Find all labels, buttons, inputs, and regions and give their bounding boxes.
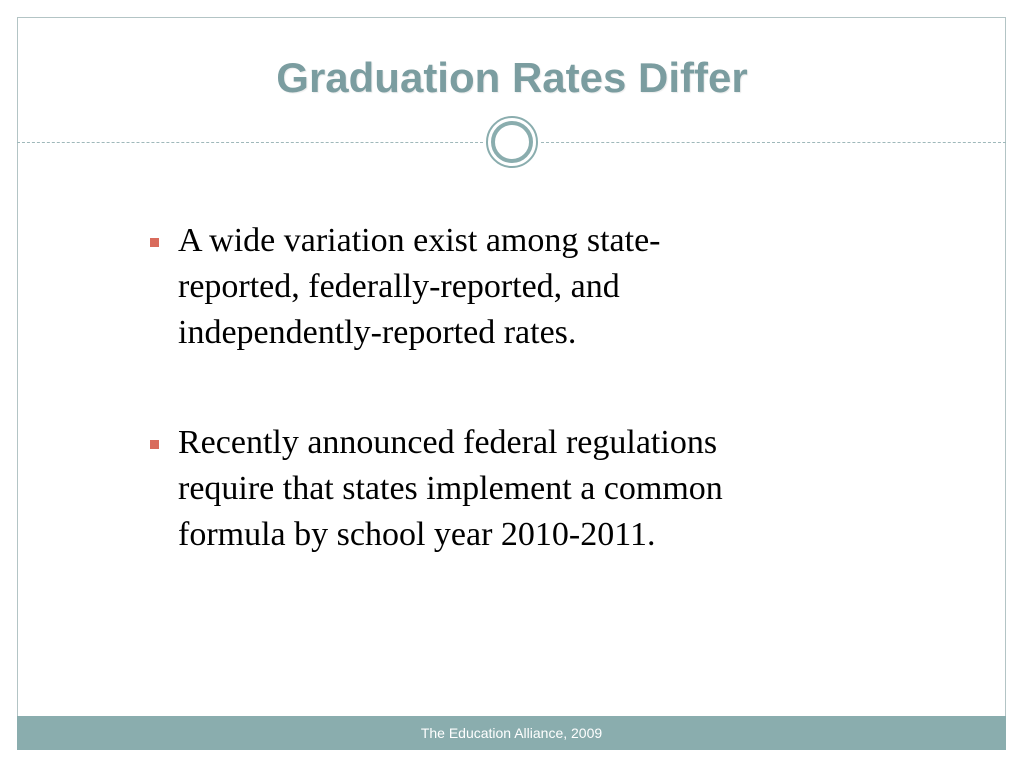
bullet-item (148, 218, 888, 356)
bullet-line: Recently announced federal regulations (178, 424, 718, 461)
bullet-line: require that states implement a common (178, 470, 723, 507)
bullet-line: reported, federally-reported, and (178, 268, 620, 305)
circle-ornament-icon (485, 115, 539, 169)
bullet-line: A wide variation exist among state- (178, 222, 661, 259)
square-bullet-icon (150, 238, 159, 247)
square-bullet-icon (150, 440, 159, 449)
title-divider-left (17, 142, 483, 143)
footer-text: The Education Alliance, 2009 (420, 725, 603, 741)
bullet-list (148, 218, 888, 558)
bullet-line: independently-reported rates. (178, 314, 577, 351)
title-divider-right (541, 142, 1006, 143)
footer-band (17, 716, 1006, 750)
slide-title: Graduation Rates Differ (276, 54, 748, 101)
bullet-line: formula by school year 2010-2011. (178, 516, 656, 553)
bullet-item (148, 420, 888, 558)
